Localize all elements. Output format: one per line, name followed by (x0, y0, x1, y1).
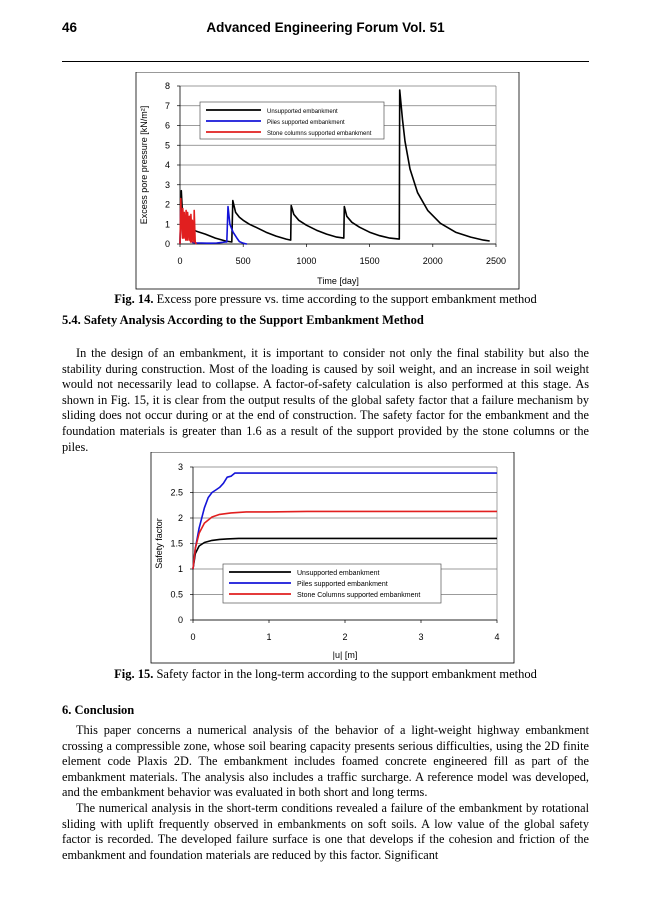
x-tick-label: 2500 (485, 256, 507, 266)
y-tick-label: 2 (177, 513, 183, 523)
y-tick-label: 7 (164, 100, 170, 111)
y-tick-label: 1.5 (170, 538, 183, 549)
conclusion-paragraph-2: The numerical analysis in the short-term conditions revealed a failure of the embankment by rotational sliding with uplift frequently observed in embankments on soft soils. A low value of the global safety factor is recorded. The developed failure surface is one that develops if the cohesion and friction of the embankment and foundation materials are reduced by this factor. Significant (62, 801, 589, 862)
figure-frame (151, 452, 514, 663)
section-5-4-heading: 5.4. Safety Analysis According to the Support Embankment Method (62, 313, 424, 327)
y-tick-label: 1 (177, 564, 183, 574)
journal-title: Advanced Engineering Forum Vol. 51 (206, 20, 445, 35)
legend-label: Stone Columns supported embankment (297, 592, 421, 599)
header-rule (62, 61, 589, 62)
figure-14-label: Fig. 14. (114, 292, 154, 306)
legend-label: Unsupported embankment (297, 570, 380, 577)
y-tick-label: 6 (164, 120, 170, 131)
figure-14 (120, 72, 520, 290)
x-tick-label: 2000 (422, 256, 443, 266)
figure-15-text: Safety factor in the long-term according to the support embankment method (156, 667, 537, 681)
x-axis-label: Time [day] (317, 276, 359, 286)
figure-15 (145, 452, 515, 664)
y-tick-label: 4 (164, 160, 170, 170)
figure-15-caption (62, 667, 589, 682)
y-tick-label: 1 (164, 219, 170, 230)
x-tick-label: 4 (494, 632, 500, 642)
legend-label: Unsupported embankment (267, 109, 338, 115)
y-tick-label: 3 (177, 462, 183, 472)
series-line-3 (193, 511, 497, 569)
section-5-4-paragraph: In the design of an embankment, it is important to consider not only the final stability but also the stability during construction. Most of the loading is caused by soil weight, and an increase in soil weight would not necessarily lead to collapse. A factor-of-safety calculation is also performed at this stage. As shown in Fig. 15, it is clear from the output results of the global safety factor that a failure mechanism by sliding does not occur during or at the end of construction. The safety factor for the embankment and the foundation materials is greater than 1.6 as a result of the support provided by the stone columns or the piles. (62, 346, 589, 454)
y-tick-label: 0 (164, 239, 170, 249)
page-header (62, 20, 589, 40)
x-tick-label: 0 (190, 632, 196, 642)
y-tick-label: 5 (164, 140, 170, 151)
series-line-2 (193, 473, 497, 569)
conclusion-heading: 6. Conclusion (62, 703, 135, 717)
conclusion-paragraph-1: This paper concerns a numerical analysis of the behavior of a light-weight highway embankment crossing a compressible zone, whose soil bearing capacity presents serious difficulties, using the 2D finite element code Plaxis 2D. The embankment includes foamed concrete engineered fill as part of the embankment materials. The analysis also includes a traffic surcharge. A reference model was developed, and the embankment behavior was evaluated in both short and long terms. (62, 723, 589, 800)
excess-pore-pressure-chart (120, 72, 520, 290)
figure-15-label: Fig. 15. (114, 667, 154, 681)
x-tick-label: 1 (266, 632, 272, 642)
legend-label: Stone columns supported embankment (267, 131, 372, 137)
legend-label: Piles supported embankment (297, 581, 388, 588)
y-axis-label: Excess pore pressure [kN/m²] (139, 105, 149, 225)
y-tick-label: 3 (164, 179, 170, 190)
figure-14-caption (62, 292, 589, 307)
x-axis-label: |u| [m] (332, 650, 358, 660)
x-tick-label: 1000 (296, 256, 317, 266)
y-tick-label: 2.5 (170, 487, 183, 498)
x-tick-label: 2 (342, 632, 348, 642)
x-tick-label: 3 (418, 632, 424, 642)
y-axis-label: Safety factor (154, 518, 164, 569)
legend (200, 102, 384, 139)
x-tick-label: 0 (177, 256, 183, 266)
x-tick-label: 1500 (359, 256, 380, 266)
y-tick-label: 0.5 (170, 589, 183, 600)
x-tick-label: 500 (235, 256, 251, 266)
y-tick-label: 2 (164, 199, 170, 210)
y-tick-label: 8 (164, 81, 170, 91)
legend-label: Piles supported embankment (267, 120, 345, 126)
legend (223, 564, 441, 603)
figure-14-text: Excess pore pressure vs. time according to the support embankment method (156, 292, 537, 306)
y-tick-label: 0 (177, 615, 183, 625)
safety-factor-chart (145, 452, 515, 664)
page-number: 46 (62, 20, 78, 35)
